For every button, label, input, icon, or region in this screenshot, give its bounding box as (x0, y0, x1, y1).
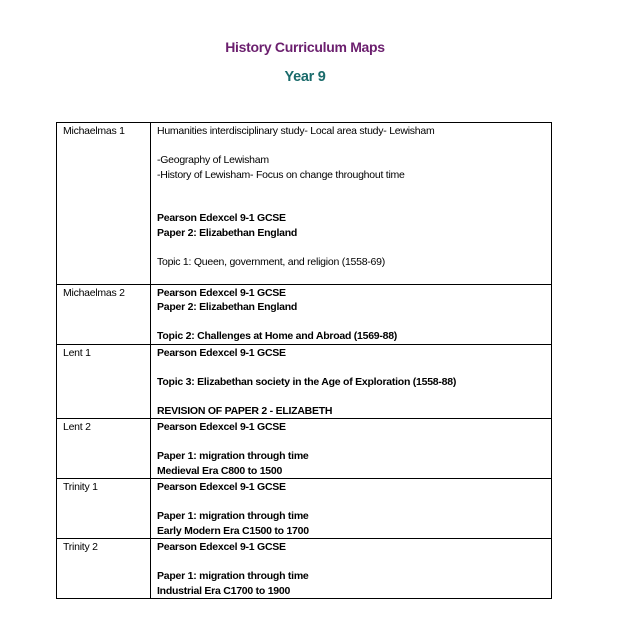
content-line (157, 197, 551, 212)
term-cell: Lent 2 (57, 419, 151, 479)
content-line: Paper 1: migration through time (157, 450, 309, 462)
content-cell (151, 344, 552, 419)
content-line: -Geography of Lewisham (157, 154, 269, 166)
content-line: Pearson Edexcel 9-1 GCSE (157, 212, 286, 224)
content-line: Topic 2: Challenges at Home and Abroad (1569-88) (157, 330, 398, 342)
content-line: Pearson Edexcel 9-1 GCSE (157, 286, 286, 299)
content-line (157, 240, 551, 255)
content-line: -History of Lewisham- Focus on change throughout time (157, 168, 405, 181)
content-line (157, 315, 551, 330)
table-row (57, 419, 552, 479)
content-line (157, 182, 551, 197)
content-line (157, 389, 551, 404)
content-cell (151, 479, 552, 539)
content-line: Pearson Edexcel 9-1 GCSE (157, 541, 286, 553)
content-line: REVISION OF PAPER 2 - ELIZABETH (157, 404, 333, 417)
content-line: Paper 2: Elizabethan England (157, 226, 298, 239)
content-line: Topic 1: Queen, government, and religion (1558-69) (157, 255, 385, 268)
table-row (57, 123, 552, 285)
content-line (157, 269, 551, 284)
content-line: Pearson Edexcel 9-1 GCSE (157, 481, 286, 493)
content-line: Medieval Era C800 to 1500 (157, 464, 283, 477)
content-line: Paper 1: migration through time (157, 570, 309, 582)
table-row (57, 539, 552, 599)
content-line: Early Modern Era C1500 to 1700 (157, 524, 309, 537)
content-line (157, 360, 551, 375)
document-title: History Curriculum Maps (225, 39, 385, 55)
content-line (157, 435, 551, 450)
term-cell: Trinity 2 (57, 539, 151, 599)
table-row (57, 284, 552, 344)
content-line: Topic 3: Elizabethan society in the Age of Exploration (1558-88) (157, 375, 457, 388)
content-line: Paper 2: Elizabethan England (157, 301, 298, 313)
table-row (57, 344, 552, 419)
content-line: Pearson Edexcel 9-1 GCSE (157, 346, 286, 359)
content-cell (151, 284, 552, 344)
content-cell (151, 539, 552, 599)
content-line (157, 555, 551, 570)
content-line: Paper 1: migration through time (157, 510, 309, 522)
term-cell: Trinity 1 (57, 479, 151, 539)
curriculum-table-body (57, 123, 552, 599)
content-line (157, 139, 551, 154)
content-line: Pearson Edexcel 9-1 GCSE (157, 421, 286, 433)
document-subtitle: Year 9 (284, 69, 326, 85)
content-cell (151, 419, 552, 479)
table-row (57, 479, 552, 539)
term-cell: Lent 1 (57, 344, 151, 419)
term-cell: Michaelmas 1 (57, 123, 151, 285)
content-cell (151, 123, 552, 285)
content-line: Industrial Era C1700 to 1900 (157, 584, 291, 597)
content-line: Humanities interdisciplinary study- Local area study- Lewisham (157, 125, 435, 137)
content-line (157, 495, 551, 510)
term-cell: Michaelmas 2 (57, 284, 151, 344)
curriculum-table (56, 122, 552, 599)
